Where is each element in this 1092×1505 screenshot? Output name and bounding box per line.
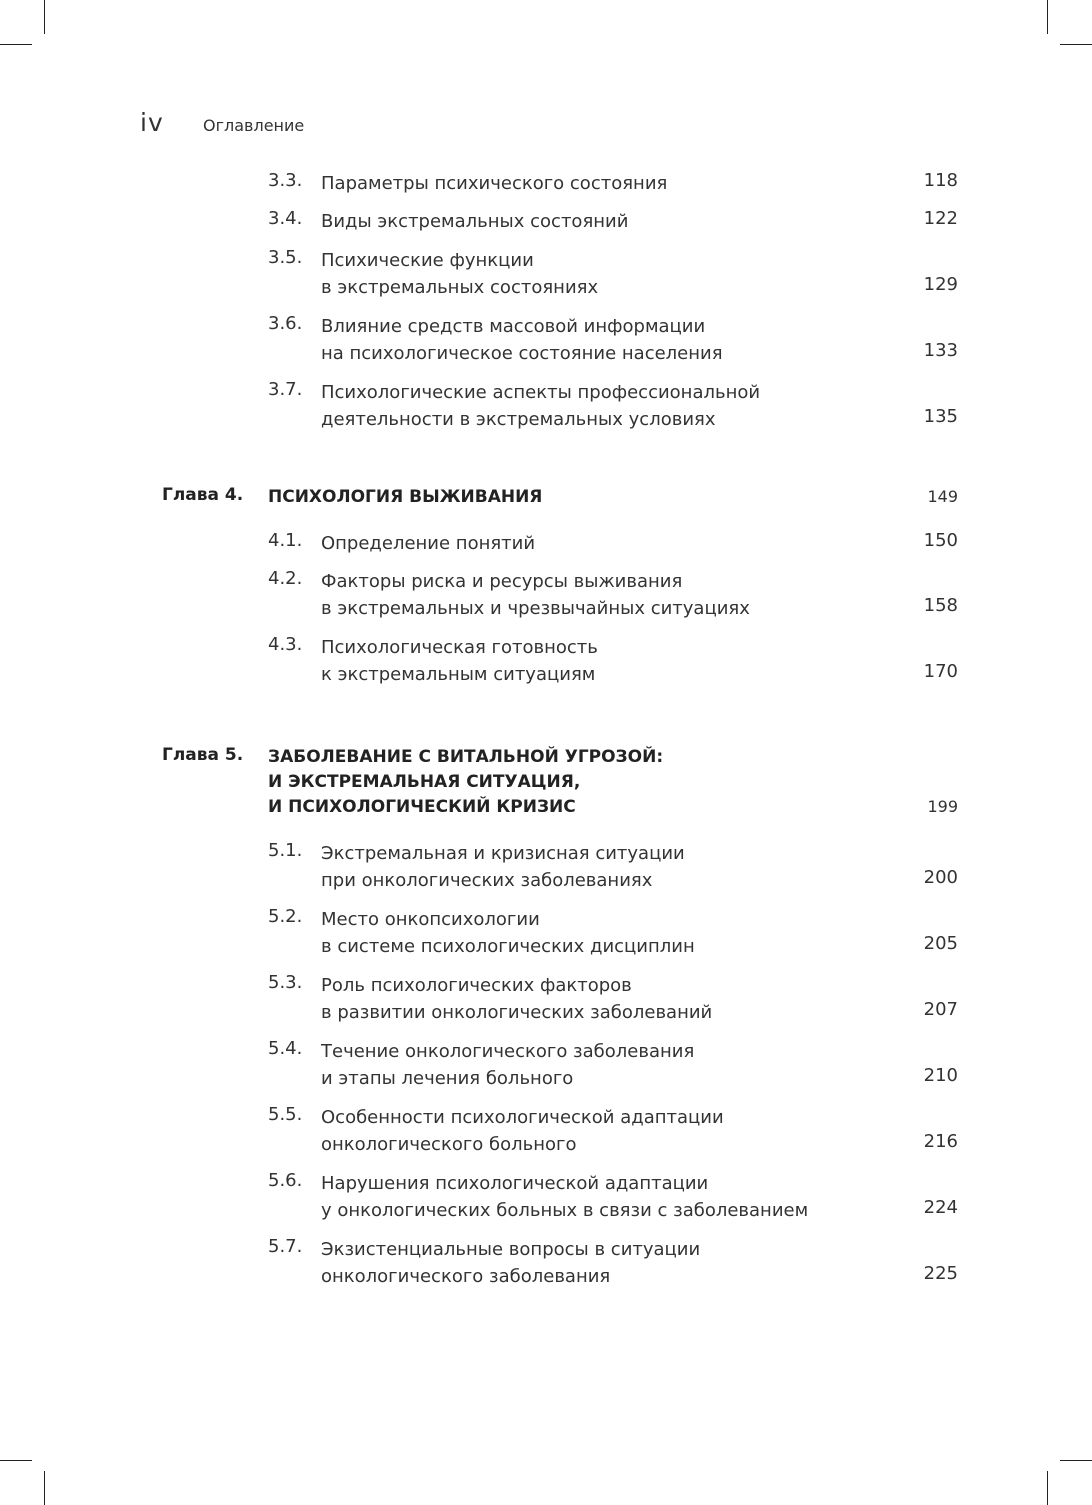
section-title-line	[321, 406, 898, 433]
chapter-page-number: 149	[927, 487, 958, 506]
chapter-label: Глава 5.	[162, 745, 244, 765]
chapter-page-number: 199	[927, 797, 958, 816]
section-number: 5.4.	[268, 1038, 303, 1059]
section-title-text: Определение понятий	[321, 533, 536, 554]
section-number: 3.7.	[268, 379, 303, 400]
chapter-label: Глава 4.	[162, 485, 244, 505]
section-title-line	[321, 933, 898, 960]
section-page-number: 118	[923, 170, 958, 191]
section-title-line	[321, 170, 898, 197]
section-title-text: на психологическое состояние населения	[321, 343, 723, 364]
section-title	[321, 1038, 898, 1092]
section-title-line	[321, 595, 898, 622]
running-title: Оглавление	[203, 116, 305, 135]
section-number: 4.3.	[268, 634, 303, 655]
section-title-text: деятельности в экстремальных условиях	[321, 409, 716, 430]
section-title-line: Особенности психологической адаптации	[321, 1107, 724, 1128]
section-title-line	[321, 661, 898, 688]
section-number: 3.4.	[268, 208, 303, 229]
crop-mark	[1047, 0, 1048, 34]
section-title-text: в экстремальных и чрезвычайных ситуациях	[321, 598, 750, 619]
section-title-line	[321, 530, 898, 557]
section-title-line: Роль психологических факторов	[321, 975, 632, 996]
chapter-title-line	[268, 485, 898, 510]
section-page-number: 200	[923, 867, 958, 888]
section-title	[321, 906, 898, 960]
section-number: 4.2.	[268, 568, 303, 589]
section-title	[321, 208, 898, 235]
section-page-number: 225	[923, 1263, 958, 1284]
section-title-line	[321, 340, 898, 367]
crop-mark	[44, 1471, 45, 1505]
section-page-number: 207	[923, 999, 958, 1020]
crop-mark	[44, 0, 45, 34]
crop-mark	[1060, 44, 1092, 45]
section-number: 5.7.	[268, 1236, 303, 1257]
section-title	[321, 972, 898, 1026]
section-page-number: 135	[923, 406, 958, 427]
crop-mark	[0, 44, 32, 45]
section-title-line: Влияние средств массовой информации	[321, 316, 706, 337]
section-page-number: 150	[923, 530, 958, 551]
section-title-text: онкологического больного	[321, 1134, 577, 1155]
section-title	[321, 1170, 898, 1224]
section-page-number: 216	[923, 1131, 958, 1152]
section-number: 5.3.	[268, 972, 303, 993]
section-title-text: в экстремальных состояниях	[321, 277, 599, 298]
chapter-title-text: И ПСИХОЛОГИЧЕСКИЙ КРИЗИС	[268, 797, 576, 817]
section-title-text: при онкологических заболеваниях	[321, 870, 653, 891]
section-number: 5.5.	[268, 1104, 303, 1125]
section-page-number: 170	[923, 661, 958, 682]
section-page-number: 205	[923, 933, 958, 954]
chapter-title	[268, 485, 898, 510]
section-title	[321, 840, 898, 894]
section-number: 5.6.	[268, 1170, 303, 1191]
section-title-line: Психологическая готовность	[321, 637, 598, 658]
section-title	[321, 379, 898, 433]
section-title	[321, 313, 898, 367]
section-number: 3.5.	[268, 247, 303, 268]
section-title-line: Психологические аспекты профессиональной	[321, 382, 761, 403]
section-title-text: в системе психологических дисциплин	[321, 936, 695, 957]
section-title	[321, 634, 898, 688]
chapter-title-text: ПСИХОЛОГИЯ ВЫЖИВАНИЯ	[268, 487, 543, 507]
section-title-text: у онкологических больных в связи с заболеванием	[321, 1200, 809, 1221]
section-title	[321, 247, 898, 301]
section-title-line: Экстремальная и кризисная ситуации	[321, 843, 685, 864]
section-title	[321, 1236, 898, 1290]
section-title-line	[321, 999, 898, 1026]
section-title-line	[321, 1065, 898, 1092]
section-title-line	[321, 867, 898, 894]
section-number: 3.6.	[268, 313, 303, 334]
section-page-number: 129	[923, 274, 958, 295]
section-page-number: 224	[923, 1197, 958, 1218]
section-title	[321, 170, 898, 197]
section-title-line	[321, 274, 898, 301]
section-title-text: онкологического заболевания	[321, 1266, 611, 1287]
chapter-title-line	[268, 795, 898, 820]
section-title-line: Экзистенциальные вопросы в ситуации	[321, 1239, 701, 1260]
section-title-text: Параметры психического состояния	[321, 173, 668, 194]
section-title-line: Место онкопсихологии	[321, 909, 540, 930]
section-title-text: Виды экстремальных состояний	[321, 211, 629, 232]
crop-mark	[0, 1460, 32, 1461]
section-title-line: Факторы риска и ресурсы выживания	[321, 571, 683, 592]
chapter-title-line: И ЭКСТРЕМАЛЬНАЯ СИТУАЦИЯ,	[268, 772, 581, 792]
section-page-number: 210	[923, 1065, 958, 1086]
section-number: 5.1.	[268, 840, 303, 861]
section-title-line	[321, 208, 898, 235]
crop-mark	[1060, 1460, 1092, 1461]
section-title-line	[321, 1131, 898, 1158]
section-title-line: Нарушения психологической адаптации	[321, 1173, 709, 1194]
section-title	[321, 530, 898, 557]
chapter-title-line: ЗАБОЛЕВАНИЕ С ВИТАЛЬНОЙ УГРОЗОЙ:	[268, 747, 664, 767]
section-title-text: в развитии онкологических заболеваний	[321, 1002, 713, 1023]
section-number: 5.2.	[268, 906, 303, 927]
section-page-number: 158	[923, 595, 958, 616]
section-title-text: и этапы лечения больного	[321, 1068, 574, 1089]
section-title-text: к экстремальным ситуациям	[321, 664, 596, 685]
page-folio: iv	[140, 108, 164, 137]
crop-mark	[1047, 1471, 1048, 1505]
section-number: 4.1.	[268, 530, 303, 551]
section-title-line: Течение онкологического заболевания	[321, 1041, 695, 1062]
section-title	[321, 1104, 898, 1158]
section-page-number: 133	[923, 340, 958, 361]
chapter-title	[268, 745, 898, 820]
section-title-line	[321, 1263, 898, 1290]
section-title-line: Психические функции	[321, 250, 534, 271]
section-number: 3.3.	[268, 170, 303, 191]
section-title-line	[321, 1197, 898, 1224]
section-page-number: 122	[923, 208, 958, 229]
section-title	[321, 568, 898, 622]
